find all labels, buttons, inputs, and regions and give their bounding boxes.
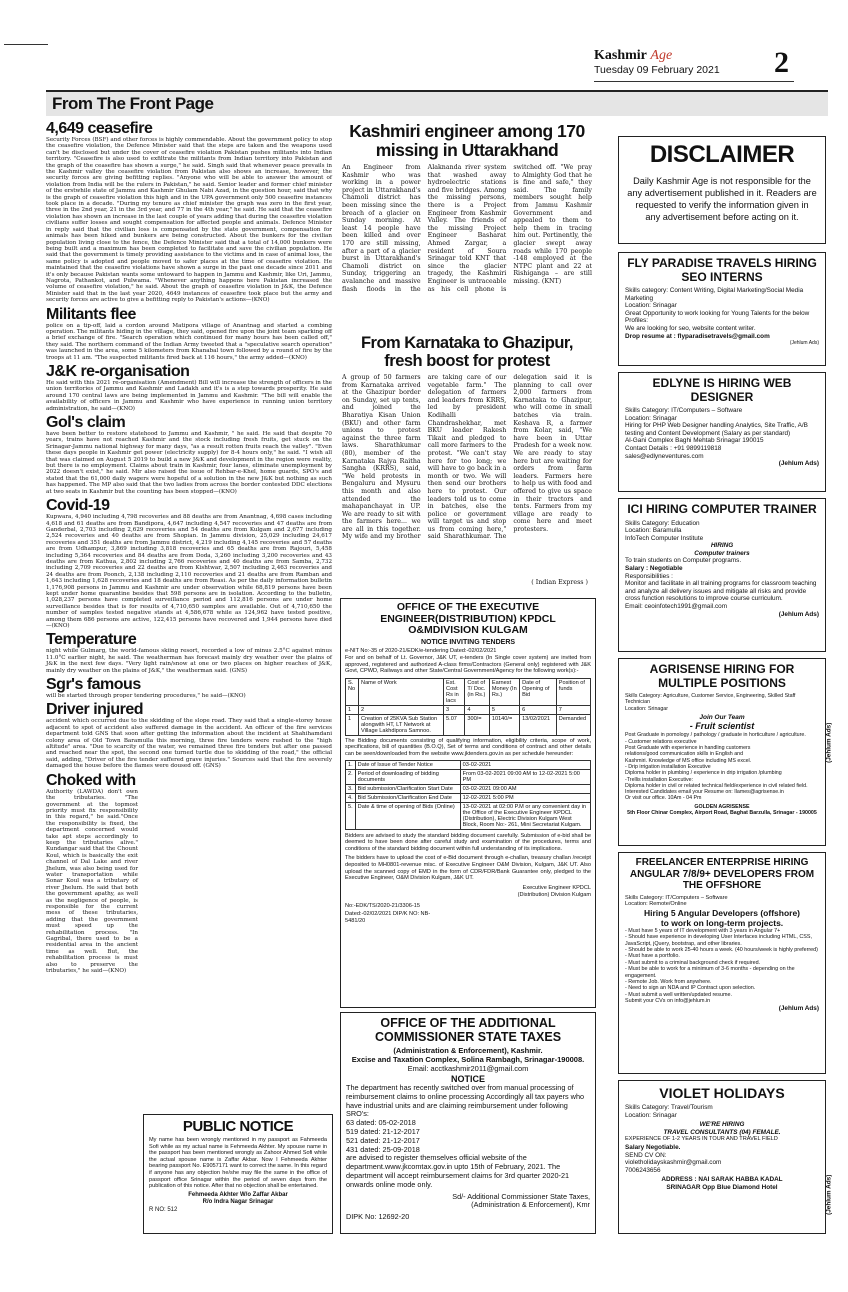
brief-title: Temperature [46,631,137,649]
ad-line: Diploma holder in plumbing / experience in drip irrigation /plumbing [625,770,782,777]
tender-nit: e-NIT No:-35 of 2020-21/EDK/e-tendering Dated:-02/02/2021 [345,647,497,654]
ad-title: ICI HIRING COMPUTER TRAINER [627,502,817,516]
ad-line: Post Graduate in pomology / pathology / graduate in horticulture / agriculture. [625,732,806,739]
story-body: A group of 50 farmers from Karnataka arrived at the Ghazipur border on Sunday, set up tents, and joined the Bharatiya Kisan Union (BKU) and other farm unions to protest against the three farm laws. Sharathkumar (80), member of the Karnataka Rajya Raitha Sangha (KRRS), said, "We held protests in Bengaluru and Mysuru this month and also attended the mahapanchayat in UP. We are ready to sit with the farmers here... we are all in this together. My wife and my brother are taking care of our vegetable farm." The delegation of farmers and leaders from KRRS, led by president Kodihalli Chandrashekhar, met BKU leader Rakesh Tikait and pledged to call more farmers to the protest. "We can't stay here for too long; we will have to go back in a month or two. We will then send our brothers here to protest. Our leaders told us to come in batches, else the police or government will target us and stop us from coming here," said Sharathkumar. The delegation said it is planning to call over 2,000 farmers from Karnataka to Ghazipur, who will come in small batches via train. Keshava R, a farmer from Kolar, said, "We have been in Uttar Pradesh for a week now. We are ready to stay here but are waiting for orders from farm leaders. Farmers here to help us with food and offered to give us space in their tractors and tents. Farmers from my village are ready to come here and meet protesters. [342,374,592,541]
job-ad [618,372,826,492]
tender-schedule-table [345,760,591,830]
tender-note-upload: The bidders have to upload the cost of e-Bid document through e-challan, treasury challan /receipt deposited to MH0801-revenue misc. of Executive Engineer O&M Division, Kulgam, J&K UT. Also upload the scanned copy of EMD in the form of CDR/FDR/Bank Guarantee only, pledged to the Executive Engineer, O&M Division Kulgam, J&K UT. [345,855,591,882]
ad-line: Location: Srinagar [625,414,677,422]
table-cell: 5.07 [444,714,465,735]
ad-line: relations/good communication skills in English and [625,751,744,758]
ad-line: - Remote Job. Work from anywhere. [625,978,712,985]
ad-line: Salary Negotiable. [625,1143,681,1151]
table-cell: Creation of 25KVA Sub Station alongwith HT, LT Network at Village Lakhdipora Samnoo. [359,714,444,735]
ad-line: ADDRESS : NAI SARAK HABBA KADAL [661,1176,783,1184]
ad-line: Location: Srinagar [625,1111,677,1119]
brief-choked [46,771,332,975]
taxes-sro: 521 dated: 21-12-2017 [346,1135,420,1145]
brief-title: Covid-19 [46,497,110,515]
brief-body: night while Gulmarg, the world-famous skiing resort, recorded a low of minus 2.5°C against minus 11.0°C earlier night, he said. The weatherman has forecast mainly dry weather over the plains of J&K in the next few days. "Very light rain/snow at one or two places on higher reaches of J&K, mainly dry weather on the plains of J&K," the weatherman said. (GNS) [46,648,332,674]
ad-line: -Trellis installation Executive: [625,776,694,783]
story-source: ( Indian Express ) [531,578,588,586]
taxes-paragraph: are advised to register themselves official website of the department.www.jkcomtax.gov.in upto 15th of February, 2021. The department will accept reimbursement claims for 3rd quarter 2020-21 onwards online mode only. [346,1153,570,1189]
table-cell: 1 [346,714,359,735]
table-row [346,769,591,784]
table-cell: 03-02-2021 09:00 AM [460,784,590,793]
ad-line: - Must submit to a criminal background check if required. [625,959,761,966]
tender-note-documents: The Bidding documents consisting of qualifying information, eligibility criteria, scope of work, specifications, bill of quantities (B.O.Q), Set of terms and conditions of contract and other details can be seen/downloaded from the website www.jktenders.gov.in as per schedule hereunder: [345,737,591,758]
ad-line: 5th Floor Chinar Complex, Airport Road, Baghat Barzulla, Srinagar - 190005 [627,810,817,817]
table-cell: 10140/= [489,714,519,735]
brand-age: Age [650,48,673,63]
disclaimer-body: Daily Kashmir Age is not responsible for the any advertisement published in it. Readers are requested to verify the information given in any advertisement before acting on it. [627,176,817,222]
section-title: From The Front Page [52,94,214,113]
ad-line: Join Our Team [699,713,745,721]
table-cell: 12-02-2021 5:00 PM [460,793,590,802]
ad-line: SEND CV ON: [625,1151,667,1159]
brief-body: accident which occurred due to the skidding of the slope road. They said that a single-storey house adjacent to spot of accident also suffered damage in the accident. An officer of the fire services department told GNS that soon after getting the information about the incident at Shahihamdani colony area of Old Town Baramulla this morning, three fire tenders were rushed to the "high altitude" area. "Due to scarcity of the water, we remained three fire tenders but after one passed and reached near the spot, the second one turned turtle due to skidding of the road," the official said, adding, "Driver of the fire tender suffered grave injuries." Sources said that the fire severely damaged the house before the flames were doused off. (GNS) [46,718,332,770]
table-cell: Bid submission/Clarification Start Date [355,784,460,793]
ad-line: Or visit our office. 10Am - 04 Pm [625,795,702,802]
masthead-brand [594,48,672,64]
disclaimer-title: DISCLAIMER [649,141,795,168]
brief-militants [46,306,332,361]
ad-line: EXPERIENCE OF 1-2 YEARS IN TOUR AND TRAVEL FIELD [625,1136,778,1143]
brief-title: 4,649 ceasefire [46,120,153,137]
ad-line: We are looking for seo, website content writer. [625,324,756,332]
job-ad [618,498,826,652]
table-row [346,793,591,802]
ad-line: - Must have a portfolio. [625,953,680,960]
ad-line: Responsibilities : [625,572,673,580]
public-notice-signer: Fehmeeda Akhter W/o Zaffar Akbar [188,1191,288,1198]
brief-title: Choked with [46,771,136,789]
taxes-heading: NOTICE [450,1074,485,1084]
tender-signature: Executive Engineer KPDCL (Distribution) Division Kulgam [517,884,591,899]
brief-title: Militants flee [46,305,136,323]
tender-reference: No:-EDK/TS/2020-21/3306-15 Dated:-02/02/2021 DIP/K NO: NB-5481/20 [345,903,431,925]
tender-intro: For and on behalf of Lt. Governor, J&K UT, e-tenders (In Single cover system) are invited from approved, registered and authorized A-class firms/Contractors (General only) registered with J&K Govt, CPWD, Railways and other State/Central Government/Agency for the following work(s):- [345,655,591,675]
masthead [594,48,844,82]
tender-title: OFFICE OF THE EXECUTIVE ENGINEER(DISTRIBUTION) KPDCL O&MDIVISION KULGAM [380,601,556,636]
brief-reorganisation [46,363,332,412]
table-cell: 5 [489,705,519,714]
brief-body: Authority (LAWDA) don't own the tributaries. "The government at the topmost priority must fix responsibility in this regard," he said."Once the responsibility is fixed, the department concerned would take apt steps accordingly to keep the tributaries alive." Kundangar said that the Chount Koul, which is basically the exit channel of Dal Lake and river Jhelum, was also being used for water transportation while Sonar Koul was a tributary of river Jhelum. He said that both the government apathy, as well as the negligence of people, is responsible for the current mess of these tributaries, adding that the government must speed up the rehabilitation process. "In Gagribal, there used to be a residential area in the ancient time as well. But, the rehabilitation process is must also to preserve the tributaries," he said—(KNO) [46,788,138,975]
table-header-cell: Position of funds [556,678,590,705]
ad-title: EDLYNE IS HIRING WEB DESIGNER [652,376,792,404]
ad-line: Location: Baramulla [625,527,682,535]
ad-line: Computer trainers [694,549,750,557]
table-cell: 5. [346,802,356,829]
ad-tag: (Jehlum Ads) [778,460,819,468]
table-cell: 3 [444,705,465,714]
brief-covid [46,497,332,629]
ad-line: Post Graduate with experience in handling customers [625,745,751,752]
brief-title: J&K re-organisation [46,363,190,380]
ad-line: Hiring for PHP Web Designer handling Analytics, Site Traffic, A/B testing and Content Development (Salary as per standard) [625,422,808,437]
table-header-row [346,678,591,705]
table-row [346,760,591,769]
table-cell: Demanded [556,714,590,735]
disclaimer-box [618,136,826,244]
brief-goi-claim [46,414,332,495]
ad-line: Skills Category: IT/Computers – Software [625,407,743,414]
table-cell: 4. [346,793,356,802]
ad-line: Email: ceoinfotech1991@gmail.com [625,603,728,611]
ad-line: Skills Category: Agriculture, Customer Service, Engineering, Skilled Staff Technician [625,693,796,706]
brief-driver-injured [46,701,332,769]
tender-works-table [345,678,591,736]
ad-line: Skills Category: Travel/Tourism [625,1104,713,1111]
brief-ceasefire [46,120,332,304]
tender-notice [340,598,596,1008]
table-header-cell: Date of Opening of Bid [520,678,557,705]
taxes-paragraph: The department has recently switched over from manual processing of reimbursement claims to online processing Accordingly all tax payers who have industrial units and are claiming reimbursement under following SRO's: [346,1083,585,1119]
table-row [346,802,591,829]
ad-line: Location: Srinagar [625,302,677,310]
ad-line: Skills Category: Education [625,519,700,527]
taxes-sro: 63 dated: 05-02-2018 [346,1118,416,1128]
ad-line: Interested Candidates email your Resume on: Ilames@agrisense.in [625,789,784,796]
brief-body: have been better to restore statehood to Jammu and Kashmir, " he said. He said that despite 70 years, trains have not reached Kashmir and the stock including fresh fruits, get stuck on the Srinagar-Jammu national highway for many days, "as a result rotten fruits reach the valley". "Even these days people in Kashmir get power (electricity supply) for 8-4 hours only," he said. "I wish all that was claimed on August 5 2019 to build a new J&K and development in the region were reality, but there is no employment. Claims about train in Kashmir, four lanes, eliminate unemployment by 2022 doesn't exist," he said. Mir also raised the issue of Rehbar-e-Khel, home guards, SPO's and stated that the 61,000 daily wagers were hopeful of a solution in the new J&K but nothing as such has happened. The MP also said that the two ladies from across the border contested DDC elections at two seats in Kashmir but the counting has been stopped—(KNO) [46,431,332,495]
ad-line: - Customer relations executive [625,738,697,745]
ad-tag: (Jehlum Ads) [825,1174,833,1215]
public-notice [143,1114,333,1234]
public-notice-body: My name has been wrongly mentioned in my passport as Fahmeeda Sofi while as my actual name is Fehmeeda Akhter. My spouse name in the passport has been mentioned wrongly as Zahoor Ahmed Sofi while the actual spouse name is Zaffar Akbar. Now I Fehmeeda Akhter bearing passport No. E9057171 want to correct the same. In this regard if anyone has any objection he/she may file the same in the office of passport office Srinagar within the period of seven days from the publication of this notice. After that no objection shall be entertained. [149,1137,327,1190]
table-cell: 03-02-2021 [460,760,590,769]
ad-line: - Must have 5 years of IT development with 3 years in Angular 7+ [625,927,781,934]
left-column [46,120,332,1235]
brief-body: police on a tip-off, laid a cordon around Matipora village of Anantnag and started a combing operation. The militants hiding in the village, they said, opened fire upon the joint team sparking off a brief exchange of fire. "Search operation which continued for many hours has been called off," they said. The northern command of the Indian Army tweeted that a "speculative search operation" was launched in the area, some 5 kilometers from Khanabal town followed by a round of fire by the troops at 11 am. "The suspected militants fired back at 116 hours," the army added—(KNO) [46,322,332,361]
taxes-subtitle: (Administration & Enforcement), Kashmir. [393,1046,543,1055]
ad-line: Monitor and facilitate in all training programs for classroom teaching and analyze all delivery issues and mitigate all risks and provide cross function resolutions to improve course curriculum. [625,580,817,603]
job-ad [618,852,826,1074]
ad-line: SRINAGAR Opp Blue Diamond Hotel [666,1183,778,1191]
public-notice-rno: R NO: 512 [149,1206,178,1213]
table-cell: Bid Submission/Clarification End Date [355,793,460,802]
ad-line: to work on long-term projects. [660,917,784,928]
ad-line: Location: Srinagar [625,705,668,712]
story-title: From Karnataka to Ghazipur, fresh boost for protest [360,334,574,370]
table-cell: 13/02/2021 [520,714,557,735]
table-header-cell: Earnest Money (In Rs.) [489,678,519,705]
table-cell: 1. [346,760,356,769]
ad-line: - Drip irrigation installation Executive [625,763,711,770]
story-kashmiri-engineer [342,122,592,332]
ad-line: To train students on Computer programs. [625,557,742,565]
table-cell: 13-02-2021 at 02:00 P.M or any convenient day in the Office of the Executive Engineer KPDCL (Distribution), Electric Division Kulgam West Block, Room No:- 261, Mini Secretariat Kulgam. [460,802,590,829]
table-row [346,784,591,793]
ad-line: Salary : Negotiable [625,565,683,573]
ad-line: violetholidayskashmir@gmail.com [625,1159,722,1167]
public-notice-title: PUBLIC NOTICE [182,1118,294,1135]
ad-line: GOLDEN AGRISENSE [694,803,750,810]
ad-title: FREELANCER ENTERPRISE HIRING ANGULAR 7/8/9+ DEVELOPERS FROM THE OFFSHORE [629,857,815,891]
story-karnataka-protest [342,334,592,588]
story-title: Kashmiri engineer among 170 missing in Uttarakhand [349,121,585,160]
ad-line: Al-Gani Complex Baghi Mehtab Srinagar 190015 [625,437,764,445]
ad-line: 7006243656 [625,1166,661,1174]
brief-body: He said with this 2021 re-organisation (Amendment) Bill will increase the strength of officers in the union territories of Jammu and Kashmir and Ladakh and it's is a step towards prosperity. He said around 170 central laws are being implemented in Jammu and Kashmir. "The bill will enable the availability of officers in Jammu and Kashmir who have experience in running union territory administration, he said—(KNO) [46,380,332,412]
ad-line: HIRING [710,542,734,550]
tender-subtitle: NOTICE INVITING TENDERS [420,638,516,646]
table-cell: 3. [346,784,356,793]
ad-line: sales@edlyneventures.com [625,452,704,460]
ad-line: - Should be able to work 25-40 hours a week. (40 hours/week is highly preferred) [625,946,818,953]
ad-line: TRAVEL CONSULTANTS (04) FEMALE. [663,1128,781,1136]
brand-kashmir: Kashmir [594,48,647,63]
table-cell: Date of Issue of Tender Notice [355,760,460,769]
taxes-signature: Sd/- Additional Commissioner State Taxes, (Administration & Enforcement), Kmr [452,1191,590,1210]
table-number-row [346,705,591,714]
ad-line: - Should have experience in developing User Interfaces including HTML, CSS, JavaScript, jQuery, bootstrap, and other libraries. [625,934,812,947]
ad-line: Diploma holder in civil or related technical field/experience in civil related field. [625,782,808,789]
table-row [346,714,591,735]
ad-line: InfoTech Computer Institute [625,534,704,542]
brief-title: Gol's claim [46,414,126,432]
ad-line: Submit your CVs on info@jehlum.in [625,998,711,1005]
brief-body: will be started through proper tendering procedures," he said—(KNO) [46,693,246,700]
ad-line: - Must be able to work for a minimum of 3-6 months - depending on the engagement. [625,966,795,979]
job-ad [618,252,826,366]
taxes-notice [340,1012,596,1234]
brief-body: Security Forces (BSF) and other forces is highly commendable. About the government policy to stop the ceasefire violation, the Defence Minister said that the steps are taken and the weapons used can't be disclosed but under the cover of ceasefire violation Pakistan pushes militants into Indian territory. "Ceasefire is also used to exfiltrate the militants from Indian territory into Pakistan and the graph of the ceasefire has shown a surge," he said. Singh said that whenever peace prevails in the Kashmir valley the ceasefire violation from Pakistan also shows an increase, however, the security forces are giving befitting replies. "Anyone who will be able to answer the amount of violation from India will be the rulers in Pakistan," he said. Senior leader and former chief minister of the erstwhile state of Jammu and Kashmir Ghulam Nabi Azad, in the question hour, said that why is the graph of ceasefire violation this high and in the UPA government only 500 ceasefire instances took place in a decade. "During my tenure as chief minister the graph was zero in the first year, three in the 2nd year, 21 in the 3rd year, and 77 in the 4th year," he said. He said that the ceasefire violation has shown an increase in the last couple of years adding that during the ceasefire violation civilians suffer losses and sought compensation for affected people and animals. Defence Minister in reply said that the civilian loss is compensated by the state government, compensation for animals has been hiked and bunkers are being constructed. About the bunkers for the civilian population living close to the fence, the Defence Minister said that a total of 14,000 bunkers were being built and a maximum has been completed to facilitate and save the civilian population. He said that the government is timely providing assistance to the victims and in case of animal loss, the same policy is adopted and people moved to safer places at the time of ceasefire violation. He maintained that the ceasefire violations have shown a surge in the past one decade since 2011 and it's only because Pakistan wants some untoward to happen in Jammu and Kashmir, like Uri, Jammu, Nagrota, Pathankot, and Pulwama. "Whenever anything happens here Pakistan increased the volume of ceasefire violation," he said. About the graph of ceasefire violation in J&K, the Defence Minister said that in the last year 2020, 4649 instances of ceasefire took place but the army and security forces are active to give a befitting reply to Pakistan's actions—(KNO) [46,137,332,304]
story-body: An Engineer from Kashmir who was working in a power project in Uttarakhand's Chamoli district has been missing since the breach of a glacier on Sunday morning. At least 14 people have been killed and over 170 are still missing, after a part of a glacier burst in Uttarakhand's Chamoli district on Sunday, triggering an avalanche and massive flash floods in the Alaknanda river system that washed away hydroelectric stations and five bridges. Among the missing persons, there is a Project Engineer from Kashmir Valley. The friends of the missing Project Engineer Basharat Ahmed Zargar, a resident of Soura Srinagar told KNT that since the glacier tragedy, the Kashmiri Engineer is untraceable as his cell phone is switched off. "We pray to Almighty God that he is fine and safe," they said. The family members sought help from Jammu Kashmir Government and appealed to them to help them in tracing him out. Pertinently, the glacier swept away roads while 170 people -148 employed at the NTPC plant and 22 at Rishiganga – are still missing. (KNT) [342,164,592,293]
table-header-cell: Est. Cost Rs in lacs [444,678,465,705]
ad-line: - Need to sign an NDA and IP Contract upon selection. [625,985,756,992]
public-notice-address: R/o Indra Nagar Srinagar [202,1199,274,1206]
table-header-cell: S. No [346,678,359,705]
ad-line: WE'RE HIRING [699,1121,745,1129]
page-number: 2 [774,46,789,79]
ad-title: AGRISENSE HIRING FOR MULTIPLE POSITIONS [649,662,795,690]
tender-note-study: Bidders are advised to study the standard bidding document carefully. Submission of e-bid shall be deemed to have been done after careful study and examination of the procedures, terms and conditions of the standard bidding document within full understanding of its implications. [345,832,591,852]
ad-tag: (Jehlum Ads) [778,610,819,618]
ad-line: Contact Details : +91 9899119818 [625,444,722,452]
ad-tag: (Jehlum Ads) [825,722,833,763]
ad-line: Great Opportunity to work looking for Young Talents for the below Profiles: [625,309,810,325]
table-cell: 6 [520,705,557,714]
taxes-title: OFFICE OF THE ADDITIONAL COMMISSIONER STATE TAXES [374,1016,562,1044]
ad-line: Skills category: Content Writing, Digital Marketing/Social Media Marketing [625,287,804,302]
table-cell: 7 [556,705,590,714]
table-cell: Date & time of opening of Bids (Online) [355,802,460,829]
ad-line: Kashmiri. Knowledge of MS office including MS excel. [625,757,752,764]
top-left-rule [4,44,48,45]
ad-tag: (Jehlum Ads) [789,340,819,347]
table-cell: 4 [465,705,490,714]
brief-body: Kupwara, 4,940 including 4,798 recoveries and 88 deaths are from Anantnag, 4,698 cases including 4,618 and 61 deaths are from Bandipora, 4,647 including 4,547 recoveries and 47 deaths are from Ganderbal, 2,703 including 2,629 recoveries and 54 deaths are from Kulgam and 2,677 including 2,524 recoveries and 40 deaths are from Shopian. In Jammu division, 25,029 including 24,617 recoveries and 351 deaths are from Jammu district, 4,219 including 4,145 recoveries and 57 deaths are from Udhampur, 3,869 including 3,818 recoveries and 65 deaths are from Rajouri, 5,458 including 5,364 recoveries and 84 deaths are from Doda, 3,260 including 3,200 recoveries and 43 deaths are from Kathua, 2,802 including 2,766 recoveries and 40 deaths are from Samba, 2,732 including 2,709 recoveries and 22 deaths are from Kishtwar, 2,507 including 2,463 recoveries and 24 deaths are from Poonch, 2,138 including 2,110 recoveries and 21 deaths are from Ramban and 1,643 including 1,628 recoveries and 18 deaths are from Reasi. As per the daily information bulletin 1,176,908 persons in Jammu and Kashmir are under observation while 68,819 persons have been kept under home quarantine besides that 598 persons are in isolation. According to the bulletin, 1,028,237 persons have completed surveillance period and 112,816 persons are under home surveillance besides that is for results of 4,710,650 samples are available. Out of 4,710,650 the number of samples tested negative stands at 4,586,678 while as 124,962 have tested positive, among them 686 persons are active, 122,415 persons have recovered and 1,944 persons have died—(KNO) [46,514,332,629]
job-ad [618,1080,833,1234]
table-cell: Period of downloading of bidding documents [355,769,460,784]
ad-line: - Must submit a well written/updated resume. [625,991,732,998]
masthead-date: Tuesday 09 February 2021 [594,64,720,76]
taxes-address: Excise and Taxation Complex, Solina Rambagh, Srinagar-190008. [351,1055,585,1064]
brief-title: Driver injured [46,701,144,719]
ad-line: Skills Category: IT/Computers – Software [625,894,728,901]
taxes-sro: 431 dated: 25-09-2018 [346,1144,420,1154]
table-header-cell: Name of Work [359,678,444,705]
table-cell: 300/= [465,714,490,735]
table-cell: 2 [359,705,444,714]
ad-line: Hiring 5 Angular Developers (offshore) [643,907,800,918]
taxes-sro: 519 dated: 21-12-2017 [346,1126,420,1136]
ad-line: Drop resume at : flyparadisetravels@gmail.com [625,332,770,340]
ad-title: FLY PARADISE TRAVELS HIRING SEO INTERNS [627,256,817,284]
section-bar [46,90,828,116]
ad-tag: (Jehlum Ads) [778,1004,819,1012]
brief-sgr-famous [46,676,332,699]
ad-title: VIOLET HOLIDAYS [659,1085,785,1101]
brief-temperature [46,631,332,674]
table-cell: 2. [346,769,356,784]
ad-line: - Fruit scientist [689,721,755,732]
table-cell: From 03-02-2021 09:00 AM to 12-02-2021 5:00 PM [460,769,590,784]
table-cell: 1 [346,705,359,714]
brief-title: Sgr's famous [46,676,141,694]
taxes-dip: DIPK No: 12692-20 [346,1212,410,1222]
job-ad [618,658,833,846]
masthead-rule [594,81,794,82]
taxes-email: Email: acctkashmir2011@gmail.com [407,1064,529,1073]
table-header-cell: Cost of T/ Doc.(in Rs.) [465,678,490,705]
ad-line: Location: Remote/Online [625,901,687,908]
